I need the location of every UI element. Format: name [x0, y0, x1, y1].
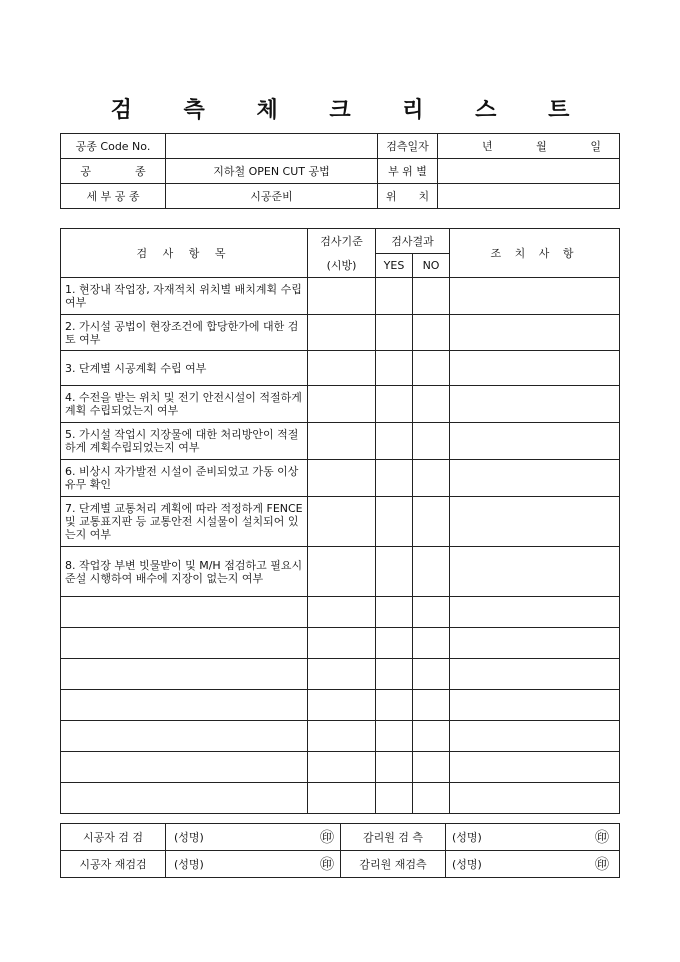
name-placeholder: (성명): [174, 858, 204, 871]
name-placeholder: (성명): [174, 831, 204, 844]
date-day: 일: [590, 140, 601, 153]
no-cell[interactable]: [413, 278, 450, 315]
table-row: [61, 547, 620, 597]
no-cell[interactable]: [413, 547, 450, 597]
item-text: 5. 가시설 작업시 지장물에 대한 처리방안이 적절하게 계획수립되었는지 여부: [61, 423, 308, 460]
code-value-field[interactable]: [166, 134, 378, 159]
header-table: [60, 133, 620, 209]
action-cell[interactable]: [450, 351, 620, 386]
signature-table: [60, 823, 620, 878]
blank-item-cell[interactable]: [61, 783, 308, 814]
standard-cell[interactable]: [308, 659, 376, 690]
yes-cell[interactable]: [376, 628, 413, 659]
yes-cell[interactable]: [376, 278, 413, 315]
no-cell[interactable]: [413, 315, 450, 351]
location-label: 부 위 별: [378, 159, 438, 184]
table-row: [61, 386, 620, 423]
col-no-header: NO: [413, 254, 450, 278]
action-cell[interactable]: [450, 597, 620, 628]
item-text: 1. 현장내 작업장, 자재적치 위치별 배치계획 수립 여부: [61, 278, 308, 315]
name-placeholder: (성명): [452, 858, 482, 871]
action-cell[interactable]: [450, 690, 620, 721]
col-standard-header: 검사기준: [308, 229, 376, 254]
location-field[interactable]: [438, 159, 620, 184]
contractor-inspect-sign-field[interactable]: [166, 824, 341, 851]
contractor-inspect-label: 시공자 검 검: [61, 824, 166, 851]
table-row: [61, 315, 620, 351]
trade-value: 지하철 OPEN CUT 공법: [166, 159, 378, 184]
trade-label: 공 종: [61, 159, 166, 184]
yes-cell[interactable]: [376, 783, 413, 814]
table-row: [61, 783, 620, 814]
blank-item-cell[interactable]: [61, 659, 308, 690]
supervisor-inspect-sign-field[interactable]: [446, 824, 620, 851]
action-cell[interactable]: [450, 547, 620, 597]
yes-cell[interactable]: [376, 547, 413, 597]
standard-cell[interactable]: [308, 752, 376, 783]
table-row: [61, 628, 620, 659]
action-cell[interactable]: [450, 386, 620, 423]
yes-cell[interactable]: [376, 752, 413, 783]
table-row: [61, 659, 620, 690]
no-cell[interactable]: [413, 783, 450, 814]
standard-cell[interactable]: [308, 278, 376, 315]
no-cell[interactable]: [413, 423, 450, 460]
action-cell[interactable]: [450, 659, 620, 690]
no-cell[interactable]: [413, 597, 450, 628]
table-row: [61, 497, 620, 547]
contractor-reinspect-label: 시공자 재검검: [61, 851, 166, 878]
col-standard-sub: (시방): [308, 254, 376, 278]
date-year: 년: [482, 140, 493, 153]
table-row: [61, 721, 620, 752]
yes-cell[interactable]: [376, 423, 413, 460]
table-row: [61, 460, 620, 497]
no-cell[interactable]: [413, 659, 450, 690]
action-cell[interactable]: [450, 423, 620, 460]
col-action-header: 조 치 사 항: [450, 229, 620, 278]
supervisor-inspect-label: 감리원 검 측: [341, 824, 446, 851]
seal-icon: ㊞: [595, 830, 609, 846]
blank-item-cell[interactable]: [61, 690, 308, 721]
standard-cell[interactable]: [308, 721, 376, 752]
yes-cell[interactable]: [376, 597, 413, 628]
position-label: 위 치: [378, 184, 438, 209]
table-row: [61, 351, 620, 386]
standard-cell[interactable]: [308, 690, 376, 721]
item-text: 8. 작업장 부변 빗물받이 및 M/H 점검하고 필요시 준설 시행하여 배수에 지장이 없는지 여부: [61, 547, 308, 597]
no-cell[interactable]: [413, 752, 450, 783]
table-row: [61, 278, 620, 315]
supervisor-reinspect-sign-field[interactable]: [446, 851, 620, 878]
item-text: 2. 가시설 공법이 현장조건에 합당한가에 대한 검토 여부: [61, 315, 308, 351]
action-cell[interactable]: [450, 460, 620, 497]
subtrade-label: 세 부 공 종: [61, 184, 166, 209]
standard-cell[interactable]: [308, 597, 376, 628]
item-text: 4. 수전을 받는 위치 및 전기 안전시설이 적절하게 계획 수립되었는지 여부: [61, 386, 308, 423]
no-cell[interactable]: [413, 628, 450, 659]
standard-cell[interactable]: [308, 423, 376, 460]
standard-cell[interactable]: [308, 497, 376, 547]
position-field[interactable]: [438, 184, 620, 209]
blank-item-cell[interactable]: [61, 628, 308, 659]
standard-cell[interactable]: [308, 386, 376, 423]
contractor-reinspect-sign-field[interactable]: [166, 851, 341, 878]
action-cell[interactable]: [450, 497, 620, 547]
standard-cell[interactable]: [308, 351, 376, 386]
yes-cell[interactable]: [376, 721, 413, 752]
action-cell[interactable]: [450, 278, 620, 315]
page-title: 검 측 체 크 리 스 트: [110, 97, 592, 123]
name-placeholder: (성명): [452, 831, 482, 844]
yes-cell[interactable]: [376, 351, 413, 386]
date-field[interactable]: [438, 134, 620, 159]
yes-cell[interactable]: [376, 659, 413, 690]
yes-cell[interactable]: [376, 315, 413, 351]
table-row: [61, 423, 620, 460]
date-month: 월: [536, 140, 547, 153]
action-cell[interactable]: [450, 315, 620, 351]
standard-cell[interactable]: [308, 547, 376, 597]
no-cell[interactable]: [413, 386, 450, 423]
table-row: [61, 690, 620, 721]
action-cell[interactable]: [450, 783, 620, 814]
yes-cell[interactable]: [376, 497, 413, 547]
standard-cell[interactable]: [308, 460, 376, 497]
table-row: [61, 752, 620, 783]
no-cell[interactable]: [413, 721, 450, 752]
col-result-header: 검사결과: [376, 229, 450, 254]
blank-item-cell[interactable]: [61, 752, 308, 783]
standard-cell[interactable]: [308, 315, 376, 351]
action-cell[interactable]: [450, 721, 620, 752]
code-label: 공종 Code No.: [61, 134, 166, 159]
table-row: [61, 597, 620, 628]
supervisor-reinspect-label: 감리원 재검측: [341, 851, 446, 878]
seal-icon: ㊞: [320, 857, 334, 873]
yes-cell[interactable]: [376, 386, 413, 423]
seal-icon: ㊞: [595, 857, 609, 873]
subtrade-value: 시공준비: [166, 184, 378, 209]
no-cell[interactable]: [413, 351, 450, 386]
action-cell[interactable]: [450, 628, 620, 659]
blank-item-cell[interactable]: [61, 721, 308, 752]
item-text: 7. 단계별 교통처리 계획에 따라 적정하게 FENCE 및 교통표지판 등 교통안전 시설물이 설치되어 있는지 여부: [61, 497, 308, 547]
col-yes-header: YES: [376, 254, 413, 278]
action-cell[interactable]: [450, 752, 620, 783]
col-items-header: 검 사 항 목: [61, 229, 308, 278]
item-text: 6. 비상시 자가발전 시설이 준비되었고 가동 이상 유무 확인: [61, 460, 308, 497]
date-label: 검측일자: [378, 134, 438, 159]
standard-cell[interactable]: [308, 783, 376, 814]
checklist-table: [60, 228, 620, 814]
seal-icon: ㊞: [320, 830, 334, 846]
item-text: 3. 단계별 시공계획 수립 여부: [61, 351, 308, 386]
standard-cell[interactable]: [308, 628, 376, 659]
yes-cell[interactable]: [376, 460, 413, 497]
no-cell[interactable]: [413, 497, 450, 547]
yes-cell[interactable]: [376, 690, 413, 721]
no-cell[interactable]: [413, 460, 450, 497]
no-cell[interactable]: [413, 690, 450, 721]
blank-item-cell[interactable]: [61, 597, 308, 628]
